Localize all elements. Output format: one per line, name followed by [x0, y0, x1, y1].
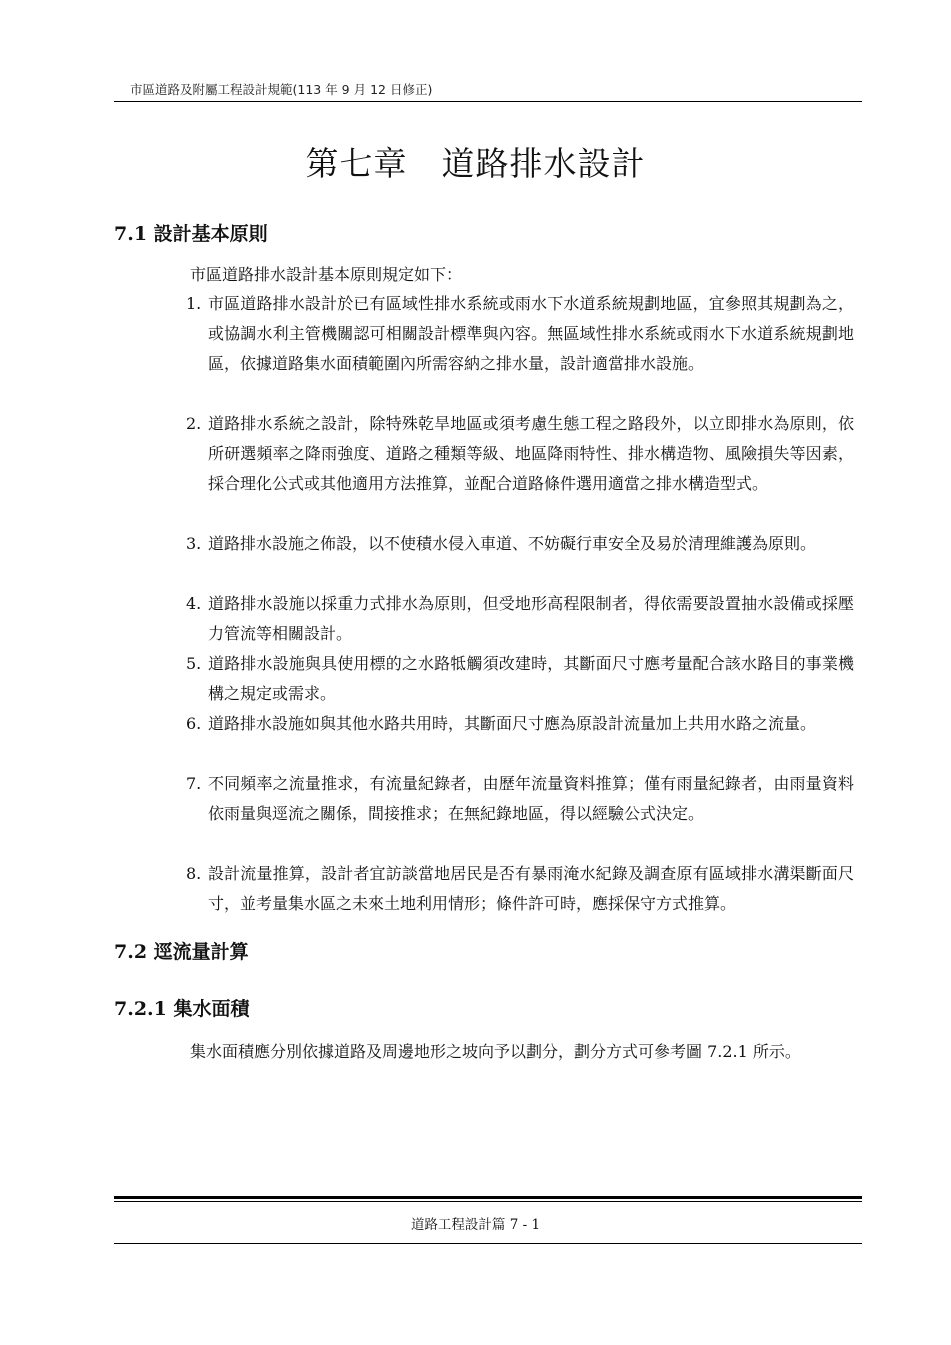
- list-item: [186, 289, 854, 409]
- section-heading-7-1: 7.1 設計基本原則: [114, 223, 268, 245]
- page-number: 道路工程設計篇 7 - 1: [410, 1217, 541, 1233]
- list-item-number: 1.: [186, 294, 202, 313]
- list-item: [186, 709, 854, 769]
- section-heading-7-2: 7.2 逕流量計算: [114, 941, 249, 963]
- list-item-text: 道路排水設施與具使用標的之水路牴觸須改建時，其斷面尺寸應考量配合該水路目的事業機構之規定或需求。: [208, 654, 854, 703]
- footer-rule-thin: [114, 1201, 862, 1202]
- section-intro: 市區道路排水設計基本原則規定如下：: [190, 265, 463, 284]
- list-item-text: 設計流量推算，設計者宜訪談當地居民是否有暴雨淹水紀錄及調查原有區域排水溝渠斷面尺寸，並考量集水區之未來土地利用情形；條件許可時，應採保守方式推算。: [208, 864, 854, 913]
- footer-rule-thick: [114, 1196, 862, 1199]
- list-item: [186, 409, 854, 529]
- list-item-number: 6.: [186, 714, 202, 733]
- running-header: 市區道路及附屬工程設計規範(113 年 9 月 12 日修正): [130, 82, 433, 97]
- header-rule: [114, 101, 862, 102]
- section-heading-7-2-1: 7.2.1 集水面積: [114, 998, 250, 1020]
- catchment-area-paragraph: 集水面積應分別依據道路及周邊地形之坡向予以劃分，劃分方式可參考圖 7.2.1 所示。: [190, 1042, 801, 1061]
- list-item-text: 道路排水設施如與其他水路共用時，其斷面尺寸應為原設計流量加上共用水路之流量。: [208, 714, 817, 733]
- list-item-text: 道路排水設施以採重力式排水為原則，但受地形高程限制者，得依需要設置抽水設備或採壓力管流等相關設計。: [208, 594, 854, 643]
- list-item: [186, 589, 854, 649]
- list-item: [186, 529, 854, 589]
- list-item-number: 3.: [186, 534, 202, 553]
- list-item-number: 7.: [186, 774, 202, 793]
- chapter-title: 第七章 道路排水設計: [305, 144, 646, 183]
- list-item-text: 不同頻率之流量推求，有流量紀錄者，由歷年流量資料推算；僅有雨量紀錄者，由雨量資料依雨量與逕流之關係，間接推求；在無紀錄地區，得以經驗公式決定。: [208, 774, 854, 823]
- list-item-number: 2.: [186, 414, 202, 433]
- list-item-text: 市區道路排水設計於已有區域性排水系統或雨水下水道系統規劃地區，宜參照其規劃為之，或協調水利主管機關認可相關設計標準與內容。無區域性排水系統或雨水下水道系統規劃地區，依據道路集水面積範圍內所需容納之排水量，設計適當排水設施。: [208, 294, 854, 373]
- list-item-text: 道路排水系統之設計，除特殊乾旱地區或須考慮生態工程之路段外，以立即排水為原則，依所研選頻率之降雨強度、道路之種類等級、地區降雨特性、排水構造物、風險損失等因素，採合理化公式或其他適用方法推算，並配合道路條件選用適當之排水構造型式。: [208, 414, 854, 493]
- list-item-number: 4.: [186, 594, 202, 613]
- list-item-text: 道路排水設施之佈設，以不使積水侵入車道、不妨礙行車安全及易於清理維護為原則。: [208, 534, 817, 553]
- principles-list: [186, 289, 854, 949]
- list-item: [186, 649, 854, 709]
- list-item: [186, 859, 854, 949]
- list-item-number: 5.: [186, 654, 202, 673]
- list-item: [186, 769, 854, 859]
- list-item-number: 8.: [186, 864, 202, 883]
- footer-bottom-rule: [114, 1243, 862, 1244]
